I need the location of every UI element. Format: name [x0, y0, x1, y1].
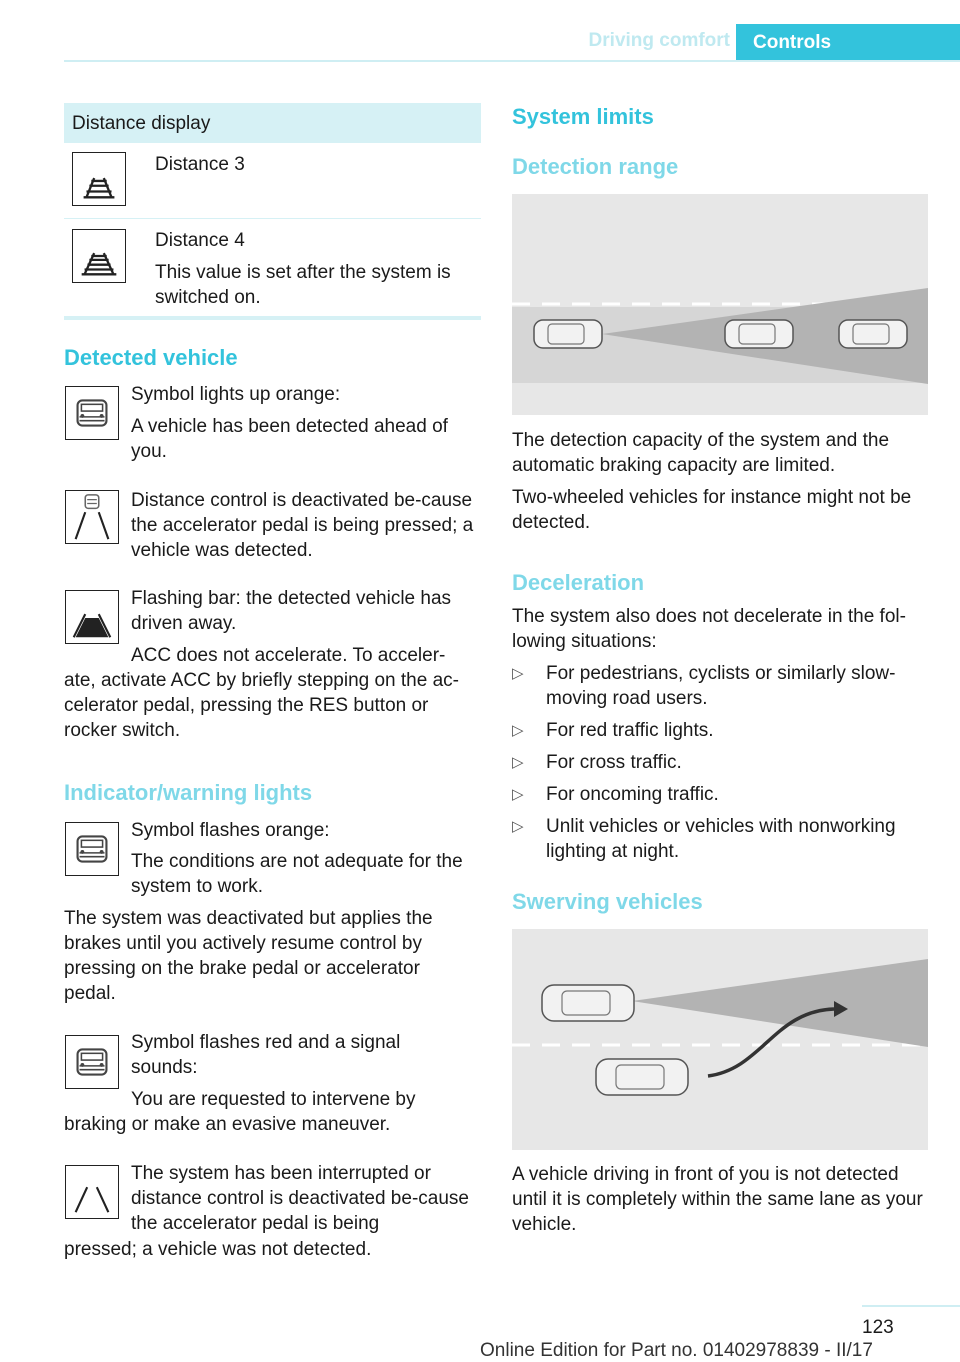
swerving-vehicles-illustration	[512, 929, 928, 1150]
symbol-flashes-red-text: Symbol flashes red and a signal sounds:	[131, 1032, 401, 1078]
distance-4-note: This value is set after the system is switched on.	[155, 262, 451, 308]
edition-footer: Online Edition for Part no. 01402978839 - II/17	[480, 1340, 873, 1361]
symbol-orange-text: Symbol lights up orange:	[131, 384, 341, 405]
bullet-marker: ▷	[512, 665, 524, 682]
conditions-not-adequate-text: The conditions are not adequate for the system to work.	[131, 851, 463, 897]
lane-lines-icon	[65, 1165, 119, 1219]
header-divider	[64, 60, 960, 62]
list-item: ▷ Unlit vehicles or vehicles with nonworking lighting at night.	[512, 816, 896, 862]
two-wheeled-text: Two-wheeled vehicles for instance might not be detected.	[512, 487, 912, 533]
system-interrupted-text: The system has been interrupted or distance control is deactivated be-cause the accelerator pedal is being	[131, 1163, 469, 1234]
intervene-text: You are requested to intervene by	[131, 1089, 416, 1110]
warning-car-red-icon	[65, 1035, 119, 1089]
distance-3-label: Distance 3	[155, 154, 245, 175]
indicator-lights-heading: Indicator/warning lights	[64, 780, 313, 805]
symbol-flashes-orange-text: Symbol flashes orange:	[131, 820, 330, 841]
list-item: ▷ For oncoming traffic.	[512, 784, 719, 805]
detection-range-illustration	[512, 194, 928, 415]
chapter-tab: Controls	[736, 24, 960, 62]
acc-activate-text: ate, activate ACC by briefly stepping on the ac-celerator pedal, pressing the RES button or rocker switch.	[64, 670, 459, 741]
bullet-marker: ▷	[512, 818, 524, 835]
detected-vehicle-heading: Detected vehicle	[64, 345, 238, 370]
distance-table-header: Distance display	[64, 103, 481, 143]
list-item: ▷ For pedestrians, cyclists or similarly slow-moving road users.	[512, 663, 896, 709]
distance-4-icon	[72, 229, 126, 283]
section-title: Driving comfort	[588, 30, 730, 51]
bullet-marker: ▷	[512, 786, 524, 803]
swerving-vehicles-heading: Swerving vehicles	[512, 889, 703, 914]
bullet-marker: ▷	[512, 754, 524, 771]
detection-capacity-text: The detection capacity of the system and the automatic braking capacity are limited.	[512, 430, 890, 476]
detection-range-heading: Detection range	[512, 154, 679, 179]
page-number: 123	[862, 1317, 894, 1338]
flashing-bar-icon	[65, 590, 119, 644]
acc-not-accelerate-text: ACC does not accelerate. To acceler-	[131, 645, 446, 666]
list-item: ▷ For red traffic lights.	[512, 720, 714, 741]
table-bottom-rule	[64, 316, 481, 320]
warning-car-orange-icon	[65, 822, 119, 876]
footer-divider	[862, 1305, 960, 1307]
system-deactivated-text: The system was deactivated but applies the brakes until you actively resume control by pressing on the brake pedal or accelerator pedal.	[64, 908, 433, 1004]
distance-control-deactivated-text: Distance control is deactivated be-cause the accelerator pedal is being pressed; a vehicle was detected.	[131, 490, 474, 561]
bullet-marker: ▷	[512, 722, 524, 739]
lane-car-icon	[65, 490, 119, 544]
vehicle-not-detected-text: pressed; a vehicle was not detected.	[64, 1239, 372, 1260]
flashing-bar-text: Flashing bar: the detected vehicle has driven away.	[131, 588, 452, 634]
list-item: ▷ For cross traffic.	[512, 752, 682, 773]
distance-3-icon	[72, 152, 126, 206]
deceleration-intro-text: The system also does not decelerate in the fol-lowing situations:	[512, 606, 906, 652]
table-divider	[64, 218, 481, 219]
vehicle-detected-text: A vehicle has been detected ahead of you.	[131, 416, 448, 462]
system-limits-heading: System limits	[512, 104, 654, 129]
distance-4-label: Distance 4	[155, 230, 245, 251]
car-ahead-icon	[65, 386, 119, 440]
deceleration-heading: Deceleration	[512, 570, 645, 595]
evasive-maneuver-text: braking or make an evasive maneuver.	[64, 1114, 391, 1135]
swerving-text: A vehicle driving in front of you is not detected until it is completely within the same lane as your vehicle.	[512, 1164, 923, 1235]
